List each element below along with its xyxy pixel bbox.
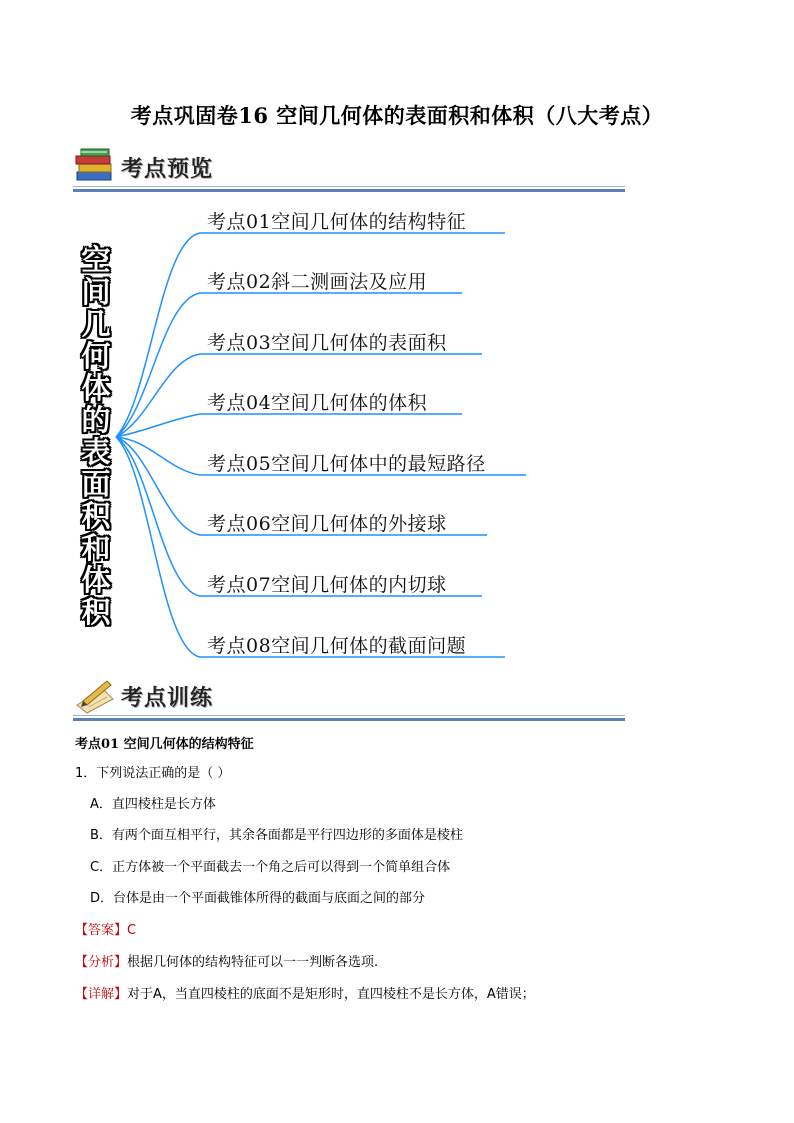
question-text: 1．下列说法正确的是（ ）: [75, 766, 231, 781]
exercise-topic-title: 考点01 空间几何体的结构特征: [75, 737, 254, 752]
analysis-text: 根据几何体的结构特征可以一一判断各选项.: [127, 955, 379, 970]
mindmap-topic-8: 考点08空间几何体的截面问题: [207, 635, 467, 657]
mindmap-topic-4: 考点04空间几何体的体积: [207, 392, 428, 414]
answer-value: C: [127, 923, 137, 938]
analysis-line: [75, 951, 378, 970]
mindmap-topic-7: 考点07空间几何体的内切球: [207, 574, 447, 596]
preview-section-title: 考点预览: [121, 157, 214, 182]
detail-text: 对于A，当直四棱柱的底面不是矩形时，直四棱柱不是长方体，A错误；: [127, 987, 535, 1002]
mindmap-center-title: 空 间 几 何 体 的 表 面 积 和 体 积: [81, 243, 111, 629]
page-title: 考点巩固卷16 空间几何体的表面积和体积（八大考点）: [130, 103, 664, 128]
mindmap-branch-2: [116, 293, 462, 437]
mindmap-topic-6: 考点06空间几何体的外接球: [207, 513, 447, 535]
option-a: A．直四棱柱是长方体: [90, 797, 216, 812]
training-section-header: [73, 675, 625, 721]
pencil-paper-icon: [73, 675, 117, 715]
detail-line: [75, 983, 535, 1002]
detail-label: 【详解】: [75, 987, 128, 1002]
answer-label: 【答案】: [75, 923, 128, 938]
training-section-title: 考点训练: [121, 686, 214, 711]
answer-line: [75, 919, 136, 938]
section-rule: [73, 718, 625, 721]
mindmap-topic-5: 考点05空间几何体中的最短路径: [207, 453, 486, 475]
option-b: B．有两个面互相平行，其余各面都是平行四边形的多面体是棱柱: [90, 828, 463, 843]
section-divider: [73, 715, 625, 716]
option-c: C．正方体被一个平面截去一个角之后可以得到一个简单组合体: [90, 860, 451, 875]
mindmap-topic-3: 考点03空间几何体的表面积: [207, 332, 447, 354]
mindmap-topic-2: 考点02斜二测画法及应用: [207, 271, 428, 293]
analysis-label: 【分析】: [75, 955, 128, 970]
mindmap-branch-4: [116, 414, 462, 437]
mindmap-topic-1: 考点01空间几何体的结构特征: [207, 211, 467, 233]
option-d: D．台体是由一个平面截锥体所得的截面与底面之间的部分: [90, 891, 426, 906]
